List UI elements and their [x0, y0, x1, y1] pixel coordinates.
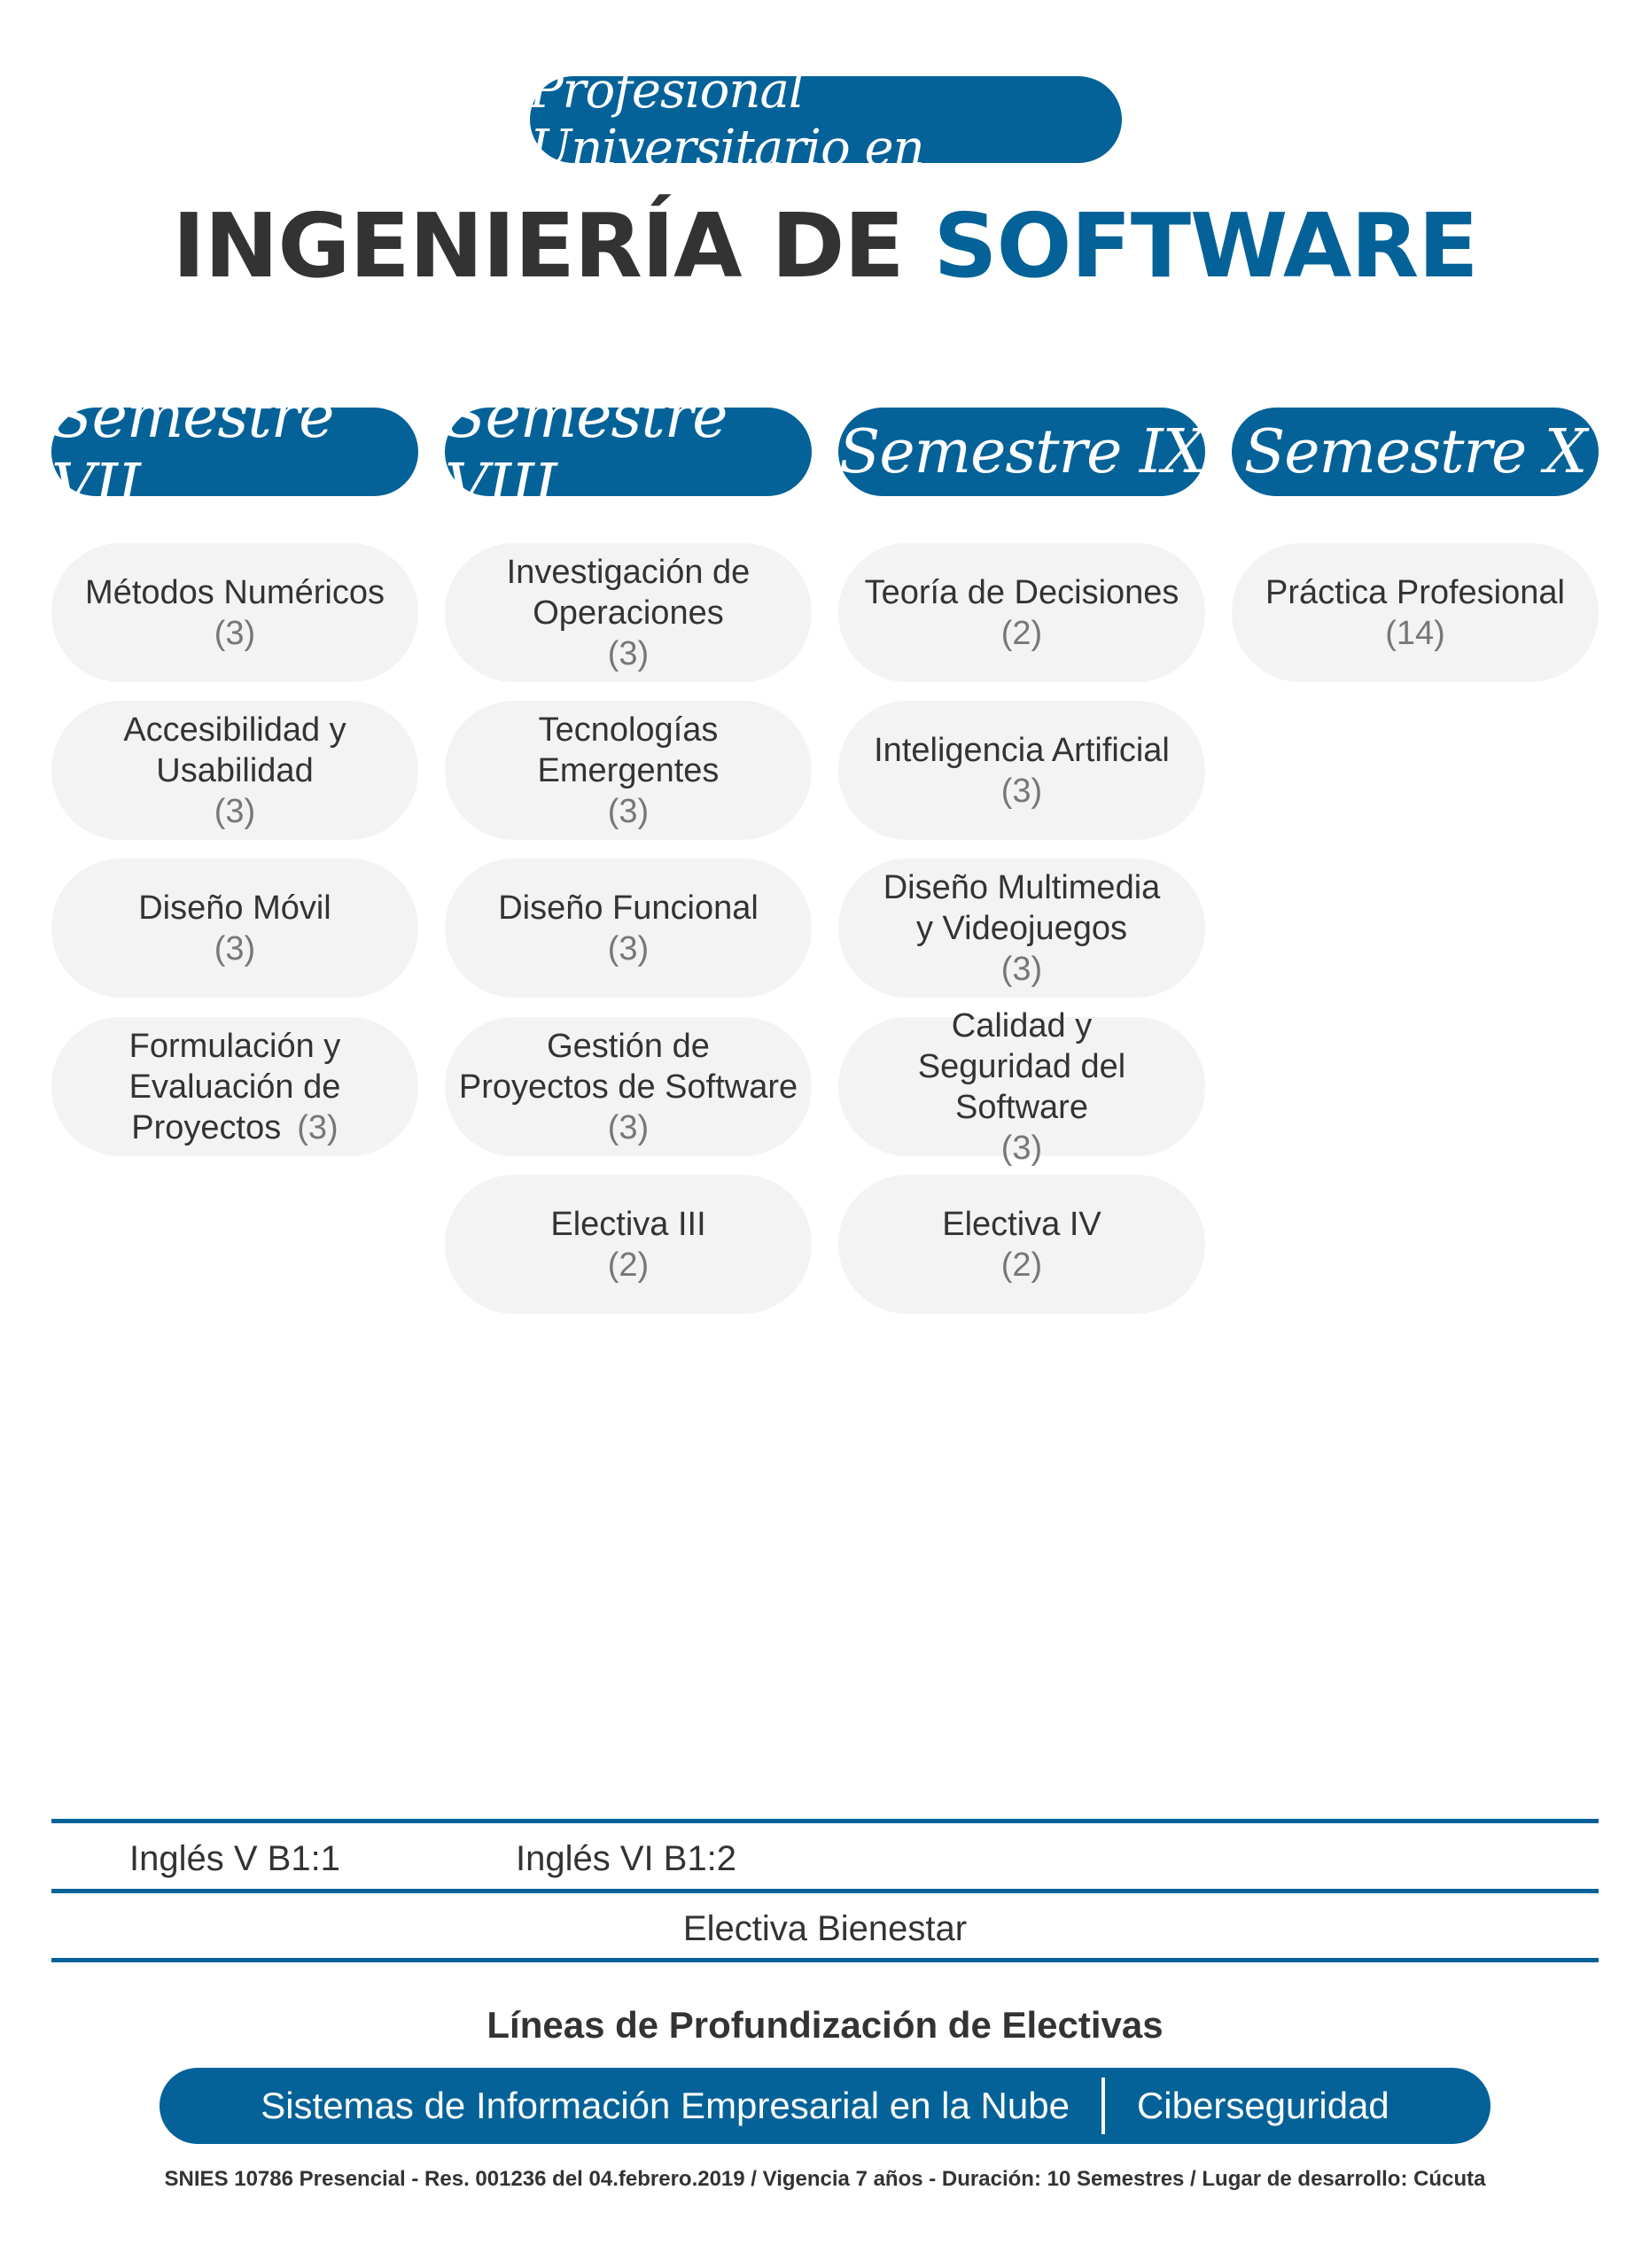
course-card	[445, 543, 812, 682]
course-credits: (3)	[607, 1108, 650, 1146]
course-card	[1232, 543, 1599, 682]
course-card	[445, 1175, 812, 1314]
elective-lines-separator	[1101, 2078, 1105, 2134]
course-name: Tecnologías Emergentes	[537, 711, 720, 789]
semester-header-viii	[445, 382, 812, 522]
course-name: Diseño Multimedia y Videojuegos	[883, 868, 1161, 947]
course-card	[51, 1017, 418, 1156]
course-name: Métodos Numéricos	[85, 573, 385, 611]
course-card	[838, 701, 1205, 840]
course-card	[838, 858, 1205, 998]
english-v-label: Inglés V B1:1	[129, 1839, 340, 1878]
divider-line	[51, 1958, 1599, 1962]
page-title-part2: SOFTWARE	[933, 194, 1478, 298]
course-name: Electiva III	[550, 1205, 706, 1243]
accreditation-footer-text: SNIES 10786 Presencial - Res. 001236 del 04.febrero.2019 / Vigencia 7 años - Duración: 10 Semestres / Lugar de desarrollo: Cúcuta	[164, 2167, 1486, 2191]
course-card	[445, 701, 812, 840]
course-credits: (3)	[214, 792, 256, 830]
english-vi-label: Inglés VI B1:2	[516, 1839, 737, 1878]
program-type-label: Profesional Universitario en	[530, 62, 924, 177]
semester-label: Semestre X	[1243, 416, 1587, 487]
program-type-banner	[530, 62, 1122, 177]
electiva-bienestar-text: Electiva Bienestar	[682, 1909, 968, 1948]
semester-header-vii	[51, 382, 418, 522]
semester-header-x	[1232, 408, 1599, 496]
course-credits: (3)	[214, 929, 256, 967]
course-card	[51, 858, 418, 998]
course-credits: (2)	[1000, 1246, 1043, 1284]
course-credits: (3)	[607, 792, 650, 830]
divider-line	[51, 1889, 1599, 1893]
course-card	[445, 858, 812, 998]
page-title	[0, 193, 1650, 299]
course-credits: (3)	[1000, 1129, 1043, 1167]
course-card	[838, 543, 1205, 682]
course-card	[838, 1175, 1205, 1314]
course-credits: (3)	[607, 634, 650, 672]
course-name: Diseño Móvil	[138, 889, 331, 927]
semester-label: Semestre IX	[838, 416, 1205, 487]
course-name: Formulación y Evaluación de Proyectos	[128, 1027, 341, 1146]
course-name: Electiva IV	[942, 1205, 1101, 1243]
course-card	[51, 701, 418, 840]
semester-label: Semestre VII	[51, 382, 334, 522]
course-name: Práctica Profesional	[1265, 573, 1565, 611]
course-name: Gestión de Proyectos de Software	[458, 1027, 798, 1106]
course-credits: (2)	[607, 1246, 650, 1284]
accreditation-footer	[0, 2162, 1650, 2197]
divider-line	[51, 1819, 1599, 1823]
course-credits: (3)	[607, 929, 650, 967]
course-credits: (3)	[1000, 772, 1043, 810]
course-name-wrapper	[129, 1026, 341, 1148]
elective-lines-title	[0, 2000, 1650, 2050]
course-card	[838, 1006, 1205, 1167]
course-credits: (3)	[297, 1108, 339, 1146]
elective-line-security: Ciberseguridad	[1136, 2085, 1389, 2126]
course-name: Teoría de Decisiones	[864, 573, 1179, 611]
course-credits: (2)	[1000, 614, 1043, 652]
course-name: Calidad y Seguridad del Software	[917, 1006, 1126, 1126]
course-name: Diseño Funcional	[498, 889, 759, 927]
course-card	[445, 1017, 812, 1156]
page-title-part1: INGENIERÍA DE	[172, 194, 934, 298]
course-name: Investigación de Operaciones	[506, 553, 751, 632]
elective-line-cloud: Sistemas de Información Empresarial en la Nube	[261, 2085, 1070, 2126]
course-name: Inteligencia Artificial	[874, 731, 1170, 769]
semester-header-ix	[838, 408, 1205, 496]
course-name: Accesibilidad y Usabilidad	[123, 711, 346, 789]
electiva-bienestar-label	[0, 1907, 1650, 1951]
elective-lines-title-text: Líneas de Profundización de Electivas	[486, 2004, 1164, 2046]
course-card	[51, 543, 418, 682]
elective-lines-banner	[160, 2068, 1490, 2144]
course-credits: (14)	[1385, 614, 1445, 652]
semester-label: Semestre VIII	[445, 382, 728, 522]
course-credits: (3)	[214, 614, 256, 652]
course-credits: (3)	[1000, 950, 1043, 988]
